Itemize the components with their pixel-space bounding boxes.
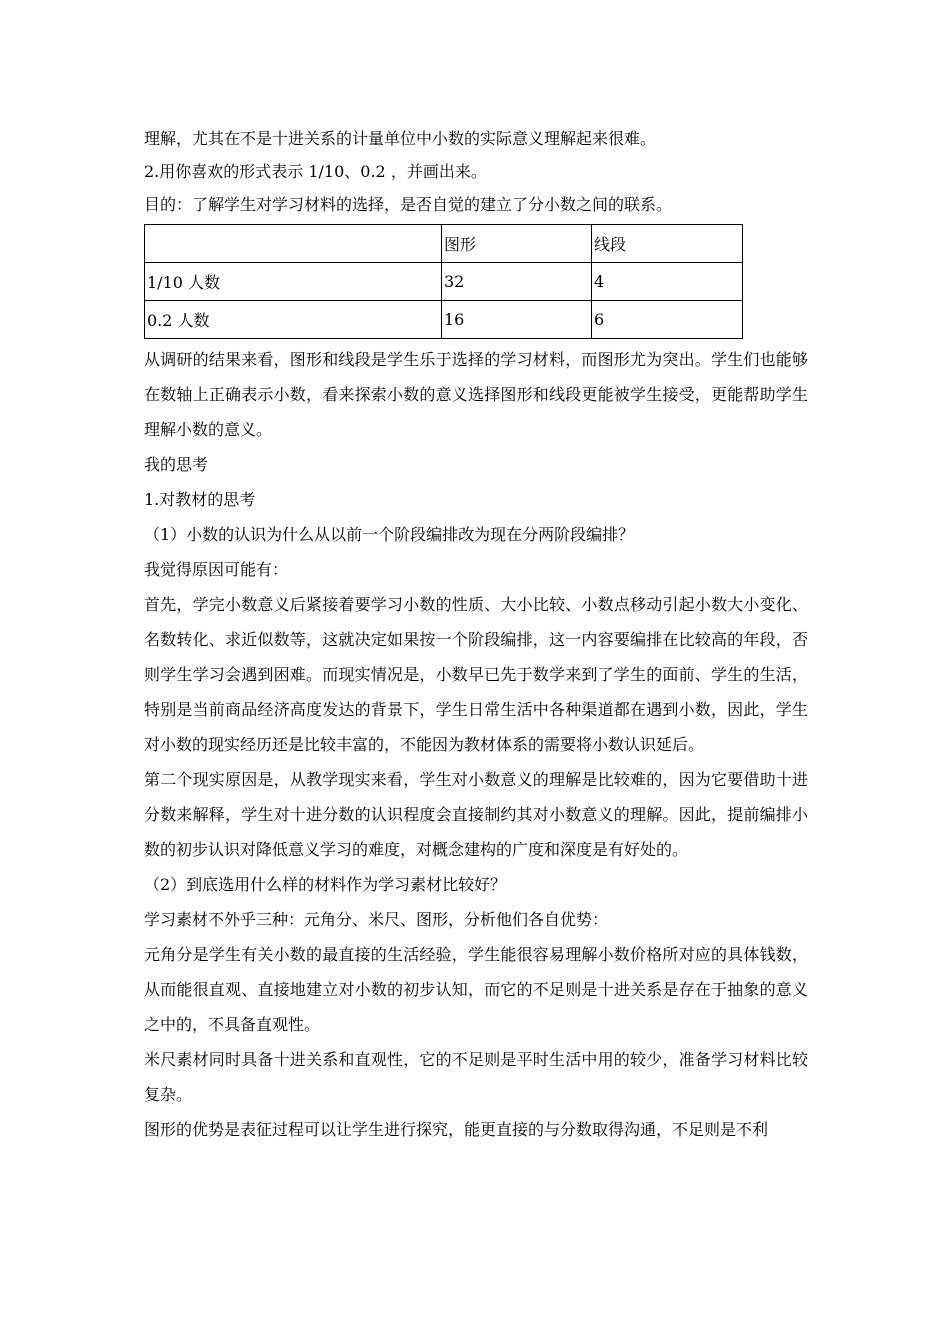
table-cell: 4: [592, 263, 743, 301]
table-header-row: [145, 225, 743, 263]
question-heading: （1）小数的认识为什么从以前一个阶段编排改为现在分两阶段编排？: [144, 525, 635, 544]
document-body: [144, 122, 808, 1147]
table-row: [145, 263, 743, 301]
table-cell: 6: [592, 301, 743, 339]
question-heading: （2）到底选用什么样的材料作为学习素材比较好？: [144, 875, 507, 894]
table-header-cell: 线段: [592, 225, 743, 263]
paragraph: 从调研的结果来看，图形和线段是学生乐于选择的学习材料，而图形尤为突出。学生们也能够在数轴上正确表示小数，看来探索小数的意义选择图形和线段更能被学生接受，更能帮助学生理解小数的意义。: [144, 350, 808, 439]
paragraph: 第二个现实原因是，从教学现实来看，学生对小数意义的理解是比较难的，因为它要借助十进分数来解释，学生对十进分数的认识程度会直接制约其对小数意义的理解。因此，提前编排小数的初步认识对降低意义学习的难度，对概念建构的广度和深度是有好处的。: [144, 770, 808, 859]
section-heading: 我的思考: [144, 455, 209, 474]
paragraph: 首先，学完小数意义后紧接着要学习小数的性质、大小比较、小数点移动引起小数大小变化、名数转化、求近似数等，这就决定如果按一个阶段编排，这一内容要编排在比较高的年段，否则学生学习会遇到困难。而现实情况是，小数早已先于数学来到了学生的面前、学生的生活，特别是当前商品经济高度发达的背景下，学生日常生活中各种渠道都在遇到小数，因此，学生对小数的现实经历还是比较丰富的，不能因为教材体系的需要将小数认识延后。: [144, 595, 808, 754]
paragraph: 图形的优势是表征过程可以让学生进行探究，能更直接的与分数取得沟通，不足则是不利: [144, 1120, 769, 1139]
table-cell: 32: [442, 263, 592, 301]
table-header-cell: [145, 225, 442, 263]
table-header-cell: 图形: [442, 225, 592, 263]
table-cell: 0.2 人数: [145, 301, 442, 339]
paragraph: 元角分是学生有关小数的最直接的生活经验，学生能很容易理解小数价格所对应的具体钱数，从而能很直观、直接地建立对小数的初步认知，而它的不足则是十进关系是存在于抽象的意义之中的，不具备直观性。: [144, 945, 808, 1034]
paragraph: 2.用你喜欢的形式表示 1/10、0.2 ，并画出来。: [144, 162, 487, 181]
subsection-heading: 1.对教材的思考: [144, 490, 256, 509]
paragraph: 理解，尤其在不是十进关系的计量单位中小数的实际意义理解起来很难。: [144, 129, 657, 148]
paragraph: 目的：了解学生对学习材料的选择，是否自觉的建立了分小数之间的联系。: [144, 195, 673, 214]
paragraph: 我觉得原因可能有：: [144, 560, 289, 579]
paragraph: 学习素材不外乎三种：元角分、米尺、图形，分析他们各自优势：: [144, 910, 609, 929]
survey-table: [144, 224, 743, 339]
table-cell: 1/10 人数: [145, 263, 442, 301]
table-row: [145, 301, 743, 339]
table-cell: 16: [442, 301, 592, 339]
paragraph: 米尺素材同时具备十进关系和直观性，它的不足则是平时生活中用的较少，准备学习材料比较复杂。: [144, 1050, 808, 1104]
